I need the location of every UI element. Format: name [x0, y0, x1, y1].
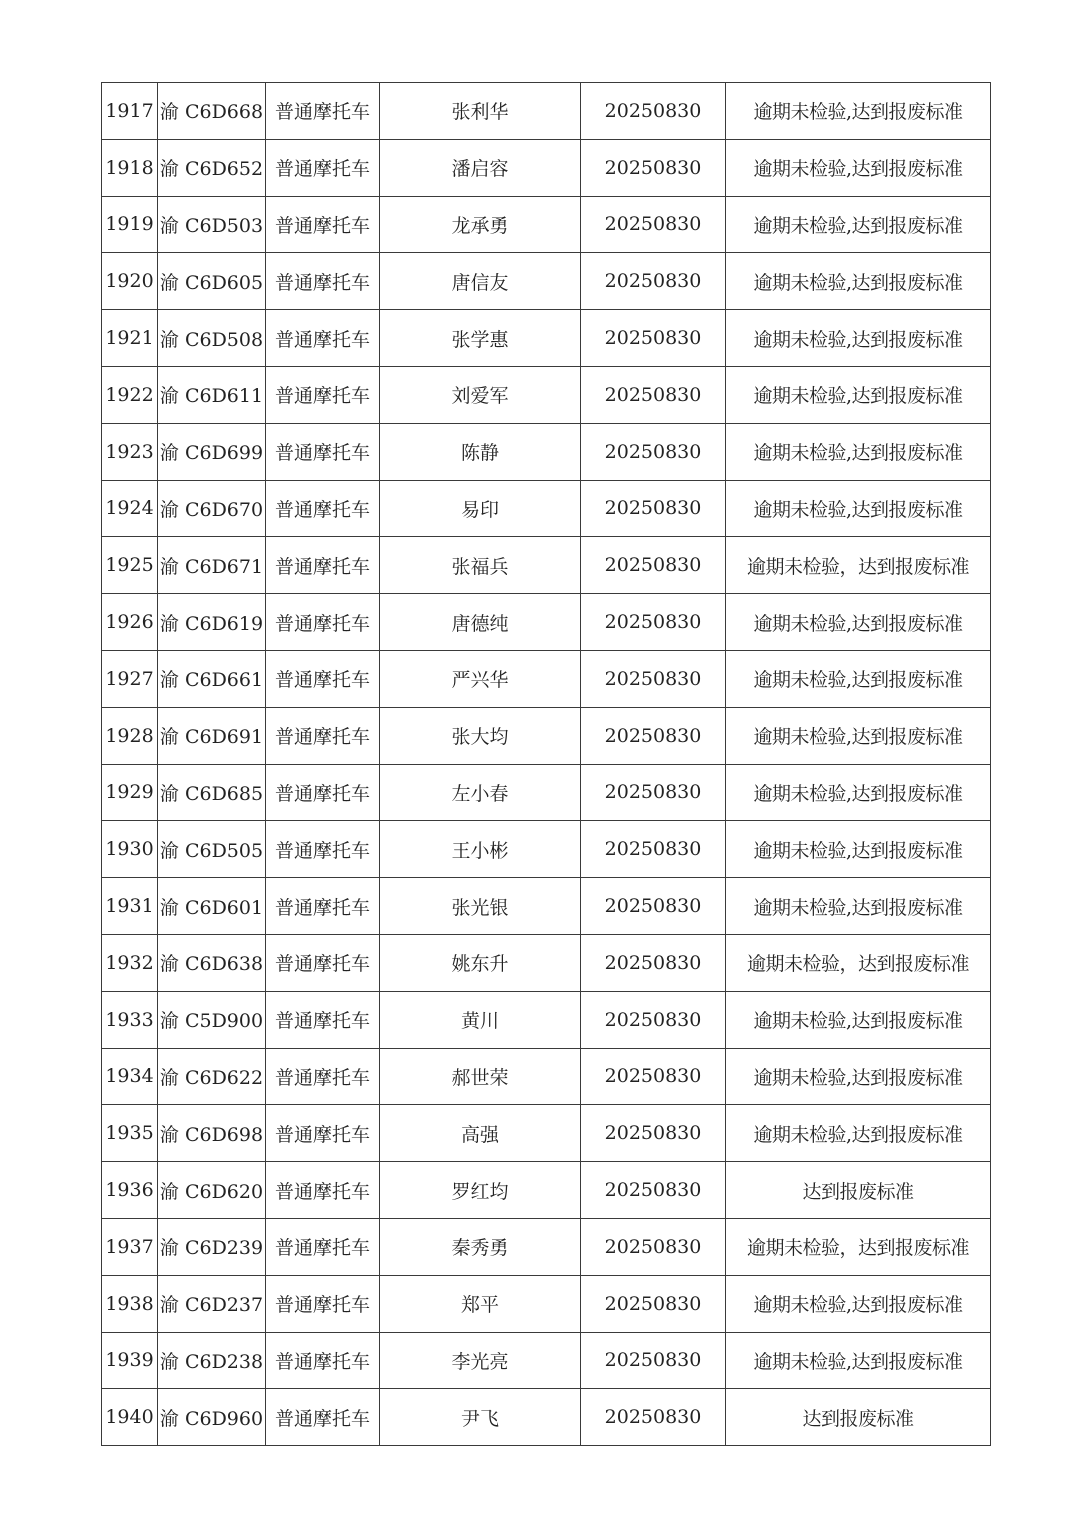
plate-number-cell: 渝 C6D698: [158, 1105, 266, 1162]
plate-number-cell: 渝 C6D505: [158, 821, 266, 878]
vehicle-type-cell: 普通摩托车: [266, 1332, 380, 1389]
date-cell: 20250830: [581, 1162, 726, 1219]
record-number-cell: 1929: [102, 764, 158, 821]
plate-number-cell: 渝 C6D620: [158, 1162, 266, 1219]
status-cell: 逾期未检验,达到报废标准: [726, 650, 991, 707]
plate-number-cell: 渝 C6D508: [158, 310, 266, 367]
date-cell: 20250830: [581, 196, 726, 253]
vehicle-type-cell: 普通摩托车: [266, 1105, 380, 1162]
status-cell: 逾期未检验,达到报废标准: [726, 991, 991, 1048]
status-cell: 逾期未检验,达到报废标准: [726, 366, 991, 423]
table-row: [102, 537, 991, 594]
table-row: [102, 878, 991, 935]
status-cell: 逾期未检验,达到报废标准: [726, 196, 991, 253]
table-row: [102, 707, 991, 764]
table-row: [102, 83, 991, 140]
table-row: [102, 764, 991, 821]
date-cell: 20250830: [581, 764, 726, 821]
vehicle-type-cell: 普通摩托车: [266, 253, 380, 310]
status-cell: 逾期未检验,达到报废标准: [726, 878, 991, 935]
vehicle-type-cell: 普通摩托车: [266, 83, 380, 140]
status-cell: 逾期未检验,达到报废标准: [726, 821, 991, 878]
status-cell: 逾期未检验,达到报废标准: [726, 480, 991, 537]
table-row: [102, 423, 991, 480]
table-row: [102, 934, 991, 991]
vehicle-type-cell: 普通摩托车: [266, 764, 380, 821]
plate-number-cell: 渝 C6D239: [158, 1218, 266, 1275]
vehicle-records-body: [102, 83, 991, 1446]
record-number-cell: 1938: [102, 1275, 158, 1332]
owner-name-cell: 潘启容: [380, 139, 581, 196]
record-number-cell: 1933: [102, 991, 158, 1048]
status-cell: 逾期未检验,达到报废标准: [726, 594, 991, 651]
record-number-cell: 1922: [102, 366, 158, 423]
record-number-cell: 1930: [102, 821, 158, 878]
plate-number-cell: 渝 C5D900: [158, 991, 266, 1048]
owner-name-cell: 刘爱军: [380, 366, 581, 423]
vehicle-type-cell: 普通摩托车: [266, 1162, 380, 1219]
owner-name-cell: 张利华: [380, 83, 581, 140]
plate-number-cell: 渝 C6D605: [158, 253, 266, 310]
owner-name-cell: 张学惠: [380, 310, 581, 367]
owner-name-cell: 严兴华: [380, 650, 581, 707]
vehicle-type-cell: 普通摩托车: [266, 480, 380, 537]
vehicle-type-cell: 普通摩托车: [266, 878, 380, 935]
owner-name-cell: 郑平: [380, 1275, 581, 1332]
record-number-cell: 1926: [102, 594, 158, 651]
date-cell: 20250830: [581, 480, 726, 537]
status-cell: 逾期未检验,达到报废标准: [726, 1048, 991, 1105]
record-number-cell: 1936: [102, 1162, 158, 1219]
vehicle-type-cell: 普通摩托车: [266, 821, 380, 878]
plate-number-cell: 渝 C6D638: [158, 934, 266, 991]
date-cell: 20250830: [581, 253, 726, 310]
table-row: [102, 480, 991, 537]
vehicle-type-cell: 普通摩托车: [266, 594, 380, 651]
owner-name-cell: 易印: [380, 480, 581, 537]
table-row: [102, 366, 991, 423]
date-cell: 20250830: [581, 537, 726, 594]
vehicle-type-cell: 普通摩托车: [266, 1389, 380, 1446]
vehicle-type-cell: 普通摩托车: [266, 423, 380, 480]
vehicle-type-cell: 普通摩托车: [266, 1275, 380, 1332]
date-cell: 20250830: [581, 1105, 726, 1162]
record-number-cell: 1940: [102, 1389, 158, 1446]
plate-number-cell: 渝 C6D601: [158, 878, 266, 935]
table-row: [102, 1275, 991, 1332]
owner-name-cell: 张大均: [380, 707, 581, 764]
record-number-cell: 1917: [102, 83, 158, 140]
table-row: [102, 821, 991, 878]
date-cell: 20250830: [581, 310, 726, 367]
vehicle-type-cell: 普通摩托车: [266, 991, 380, 1048]
vehicle-type-cell: 普通摩托车: [266, 196, 380, 253]
date-cell: 20250830: [581, 650, 726, 707]
table-row: [102, 1218, 991, 1275]
owner-name-cell: 唐信友: [380, 253, 581, 310]
plate-number-cell: 渝 C6D237: [158, 1275, 266, 1332]
plate-number-cell: 渝 C6D685: [158, 764, 266, 821]
owner-name-cell: 左小春: [380, 764, 581, 821]
date-cell: 20250830: [581, 1218, 726, 1275]
owner-name-cell: 秦秀勇: [380, 1218, 581, 1275]
plate-number-cell: 渝 C6D670: [158, 480, 266, 537]
owner-name-cell: 龙承勇: [380, 196, 581, 253]
date-cell: 20250830: [581, 934, 726, 991]
date-cell: 20250830: [581, 878, 726, 935]
table-row: [102, 196, 991, 253]
owner-name-cell: 张光银: [380, 878, 581, 935]
status-cell: 逾期未检验,达到报废标准: [726, 83, 991, 140]
status-cell: 逾期未检验，达到报废标准: [726, 1218, 991, 1275]
record-number-cell: 1937: [102, 1218, 158, 1275]
status-cell: 逾期未检验,达到报废标准: [726, 1275, 991, 1332]
status-cell: 逾期未检验,达到报废标准: [726, 423, 991, 480]
vehicle-type-cell: 普通摩托车: [266, 537, 380, 594]
date-cell: 20250830: [581, 1389, 726, 1446]
vehicle-type-cell: 普通摩托车: [266, 1218, 380, 1275]
date-cell: 20250830: [581, 139, 726, 196]
plate-number-cell: 渝 C6D668: [158, 83, 266, 140]
date-cell: 20250830: [581, 423, 726, 480]
record-number-cell: 1932: [102, 934, 158, 991]
date-cell: 20250830: [581, 1275, 726, 1332]
status-cell: 逾期未检验，达到报废标准: [726, 537, 991, 594]
plate-number-cell: 渝 C6D622: [158, 1048, 266, 1105]
plate-number-cell: 渝 C6D671: [158, 537, 266, 594]
vehicle-type-cell: 普通摩托车: [266, 650, 380, 707]
vehicle-type-cell: 普通摩托车: [266, 1048, 380, 1105]
owner-name-cell: 张福兵: [380, 537, 581, 594]
plate-number-cell: 渝 C6D691: [158, 707, 266, 764]
record-number-cell: 1919: [102, 196, 158, 253]
date-cell: 20250830: [581, 991, 726, 1048]
date-cell: 20250830: [581, 1332, 726, 1389]
owner-name-cell: 姚东升: [380, 934, 581, 991]
plate-number-cell: 渝 C6D699: [158, 423, 266, 480]
table-row: [102, 1332, 991, 1389]
status-cell: 逾期未检验,达到报废标准: [726, 139, 991, 196]
table-row: [102, 650, 991, 707]
owner-name-cell: 高强: [380, 1105, 581, 1162]
owner-name-cell: 尹飞: [380, 1389, 581, 1446]
vehicle-type-cell: 普通摩托车: [266, 934, 380, 991]
date-cell: 20250830: [581, 594, 726, 651]
record-number-cell: 1935: [102, 1105, 158, 1162]
record-number-cell: 1925: [102, 537, 158, 594]
table-row: [102, 139, 991, 196]
owner-name-cell: 郝世荣: [380, 1048, 581, 1105]
record-number-cell: 1928: [102, 707, 158, 764]
owner-name-cell: 唐德纯: [380, 594, 581, 651]
vehicle-type-cell: 普通摩托车: [266, 310, 380, 367]
plate-number-cell: 渝 C6D619: [158, 594, 266, 651]
record-number-cell: 1939: [102, 1332, 158, 1389]
plate-number-cell: 渝 C6D503: [158, 196, 266, 253]
record-number-cell: 1918: [102, 139, 158, 196]
plate-number-cell: 渝 C6D611: [158, 366, 266, 423]
table-row: [102, 991, 991, 1048]
table-row: [102, 594, 991, 651]
status-cell: 逾期未检验,达到报废标准: [726, 310, 991, 367]
record-number-cell: 1931: [102, 878, 158, 935]
status-cell: 逾期未检验,达到报废标准: [726, 1105, 991, 1162]
table-row: [102, 1105, 991, 1162]
record-number-cell: 1924: [102, 480, 158, 537]
status-cell: 逾期未检验,达到报废标准: [726, 1332, 991, 1389]
record-number-cell: 1920: [102, 253, 158, 310]
plate-number-cell: 渝 C6D960: [158, 1389, 266, 1446]
status-cell: 逾期未检验,达到报废标准: [726, 707, 991, 764]
plate-number-cell: 渝 C6D652: [158, 139, 266, 196]
date-cell: 20250830: [581, 1048, 726, 1105]
table-row: [102, 253, 991, 310]
owner-name-cell: 王小彬: [380, 821, 581, 878]
owner-name-cell: 李光亮: [380, 1332, 581, 1389]
plate-number-cell: 渝 C6D238: [158, 1332, 266, 1389]
plate-number-cell: 渝 C6D661: [158, 650, 266, 707]
status-cell: 逾期未检验,达到报废标准: [726, 764, 991, 821]
owner-name-cell: 罗红均: [380, 1162, 581, 1219]
date-cell: 20250830: [581, 707, 726, 764]
date-cell: 20250830: [581, 83, 726, 140]
table-row: [102, 310, 991, 367]
record-number-cell: 1923: [102, 423, 158, 480]
vehicle-type-cell: 普通摩托车: [266, 139, 380, 196]
date-cell: 20250830: [581, 366, 726, 423]
record-number-cell: 1934: [102, 1048, 158, 1105]
vehicle-type-cell: 普通摩托车: [266, 707, 380, 764]
status-cell: 达到报废标准: [726, 1162, 991, 1219]
vehicle-records-table: [101, 82, 991, 1446]
status-cell: 逾期未检验,达到报废标准: [726, 253, 991, 310]
table-row: [102, 1389, 991, 1446]
record-number-cell: 1927: [102, 650, 158, 707]
owner-name-cell: 黄川: [380, 991, 581, 1048]
vehicle-type-cell: 普通摩托车: [266, 366, 380, 423]
record-number-cell: 1921: [102, 310, 158, 367]
date-cell: 20250830: [581, 821, 726, 878]
table-row: [102, 1162, 991, 1219]
status-cell: 逾期未检验，达到报废标准: [726, 934, 991, 991]
table-row: [102, 1048, 991, 1105]
status-cell: 达到报废标准: [726, 1389, 991, 1446]
owner-name-cell: 陈静: [380, 423, 581, 480]
